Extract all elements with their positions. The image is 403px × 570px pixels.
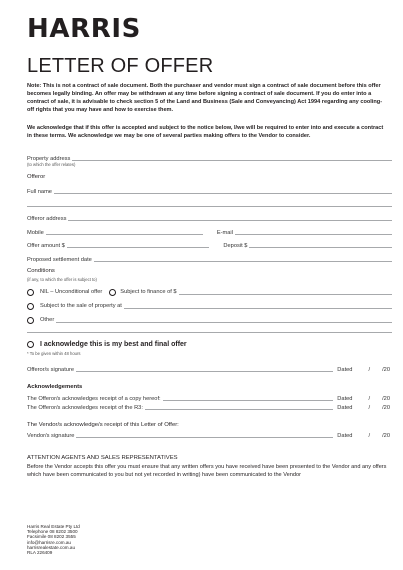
best-offer-option[interactable]: [27, 341, 187, 348]
copy-receipt-field[interactable]: [163, 395, 334, 401]
vendor-dated-label: Dated: [337, 433, 353, 439]
offeror-signature-label: Offeror/s signature: [27, 367, 74, 373]
legal-note: Note: This is not a contract of sale document. Both the purchaser and vendor must sign a contract of sale document before this offer becomes legally binding. An offer may be withdrawn at any time before signing a contract of sale document. If you do enter into a contract of sale, it is advisable to check section 5 of the Land and Business (Sale and Conveyancing) Act 1994 regarding any cooling-off rights that you may have and how to exercise them.: [27, 83, 383, 113]
page-title: LETTER OF OFFER: [27, 55, 214, 77]
offeror-address-line: [68, 215, 392, 221]
other-label: Other: [40, 317, 55, 323]
contact-row: [27, 227, 392, 236]
mobile-label: Mobile: [27, 230, 44, 236]
condition-row-3: [27, 315, 392, 325]
offer-amount-label: Offer amount $: [27, 243, 65, 249]
offeror-address-field[interactable]: [27, 213, 392, 222]
best-offer-hint: * To be given within 48 hours: [27, 351, 81, 356]
vendor-date-slash: /: [368, 433, 371, 439]
offeror-signature-field[interactable]: [76, 366, 333, 372]
company-footer: [27, 524, 80, 555]
footer-rla: RLA 226409: [27, 550, 53, 556]
copy-date-slash: /: [368, 396, 371, 402]
copy-receipt-label: The Offeror/s acknowledges receipt of a copy hereof:: [27, 396, 161, 402]
copy-receipt-row: [27, 393, 392, 402]
acknowledgement-statement: We acknowledge that if this offer is accepted and subject to the notice below, I/we will be required to enter into and execute a contract in these terms. We acknowledge we may be one of several parties making offers to the Vendor to consider.: [27, 125, 384, 139]
other-radio[interactable]: [27, 317, 34, 324]
email-label: E-mail: [216, 230, 233, 236]
full-name-line: [54, 188, 392, 194]
dated-label: Dated: [337, 367, 353, 373]
r3-receipt-label: The Offeror/s acknowledges receipt of the R3:: [27, 405, 143, 411]
company-logo: HARRIS: [27, 14, 141, 44]
settlement-line: [94, 256, 392, 262]
finance-label: Subject to finance of $: [120, 289, 177, 295]
date-slash: /: [368, 367, 371, 373]
vendor-receipt-text: The Vendor/s acknowledge/s receipt of this Letter of Offer:: [27, 422, 179, 428]
email-field[interactable]: [235, 229, 392, 235]
mobile-field[interactable]: [46, 229, 203, 235]
sale-radio[interactable]: [27, 303, 34, 310]
copy-dated-label: Dated: [337, 396, 353, 402]
finance-radio[interactable]: [109, 289, 116, 296]
sale-property-field[interactable]: [124, 303, 392, 309]
property-address-hint: (to which the offer relates): [27, 162, 76, 167]
vendor-date-year: /20: [382, 433, 390, 439]
other-field[interactable]: [56, 317, 392, 323]
footer-email: info@harrisre.com.au: [27, 539, 71, 545]
offeror-signature-row: [27, 364, 392, 373]
attention-body: Before the Vendor accepts this offer you must ensure that any written offers you have received have been presented to the Vendor and any offers which have been communicated to you but not yet recorded in writing) have been communicated to the Vendor: [27, 464, 387, 478]
footer-telephone: Telephone 08 8202 3500: [27, 529, 78, 535]
condition-row-1: [27, 287, 392, 297]
r3-receipt-field[interactable]: [145, 404, 333, 410]
r3-date-year: /20: [382, 405, 390, 411]
offer-amount-row: [27, 240, 392, 249]
vendor-signature-label: Vendor/s signature: [27, 433, 75, 439]
copy-date-year: /20: [382, 396, 390, 402]
footer-company: Harris Real Estate Pty Ltd: [27, 524, 80, 529]
nil-radio[interactable]: [27, 289, 34, 296]
offer-amount-field[interactable]: [67, 242, 210, 248]
r3-date-slash: /: [368, 405, 371, 411]
sale-label: Subject to the sale of property at: [40, 303, 122, 309]
deposit-field[interactable]: [249, 242, 392, 248]
full-name-label: Full name: [27, 189, 52, 195]
condition-row-2: [27, 301, 392, 311]
nil-label: NIL – Unconditional offer: [40, 289, 103, 295]
property-address-field[interactable]: [27, 153, 392, 162]
finance-amount-field[interactable]: [179, 289, 392, 295]
footer-facsimile: Facsimile 08 8202 3555: [27, 534, 76, 540]
attention-heading: ATTENTION AGENTS AND SALES REPRESENTATIVES: [27, 455, 178, 461]
footer-website: harrisrealestate.com.au: [27, 544, 76, 550]
best-offer-label: I acknowledge this is my best and final offer: [40, 341, 187, 348]
deposit-label: Deposit $: [223, 243, 248, 249]
offeror-heading: Offeror: [27, 174, 46, 180]
offeror-address-label: Offeror address: [27, 216, 67, 222]
settlement-field[interactable]: [27, 254, 392, 263]
settlement-label: Proposed settlement date: [27, 257, 92, 263]
conditions-hint: (if any, to which the offer is subject to): [27, 277, 97, 282]
vendor-signature-field[interactable]: [76, 432, 333, 438]
other-extra-line: [27, 332, 392, 333]
best-offer-radio[interactable]: [27, 341, 34, 348]
vendor-signature-row: [27, 430, 392, 439]
date-year: /20: [382, 367, 390, 373]
r3-dated-label: Dated: [337, 405, 353, 411]
full-name-field[interactable]: [27, 186, 392, 195]
acknowledgements-heading: Acknowledgements: [27, 384, 83, 390]
property-address-line: [72, 155, 392, 161]
full-name-extra-line: [27, 206, 392, 207]
property-address-label: Property address: [27, 156, 71, 162]
conditions-heading: Conditions: [27, 268, 55, 274]
r3-receipt-row: [27, 402, 392, 411]
